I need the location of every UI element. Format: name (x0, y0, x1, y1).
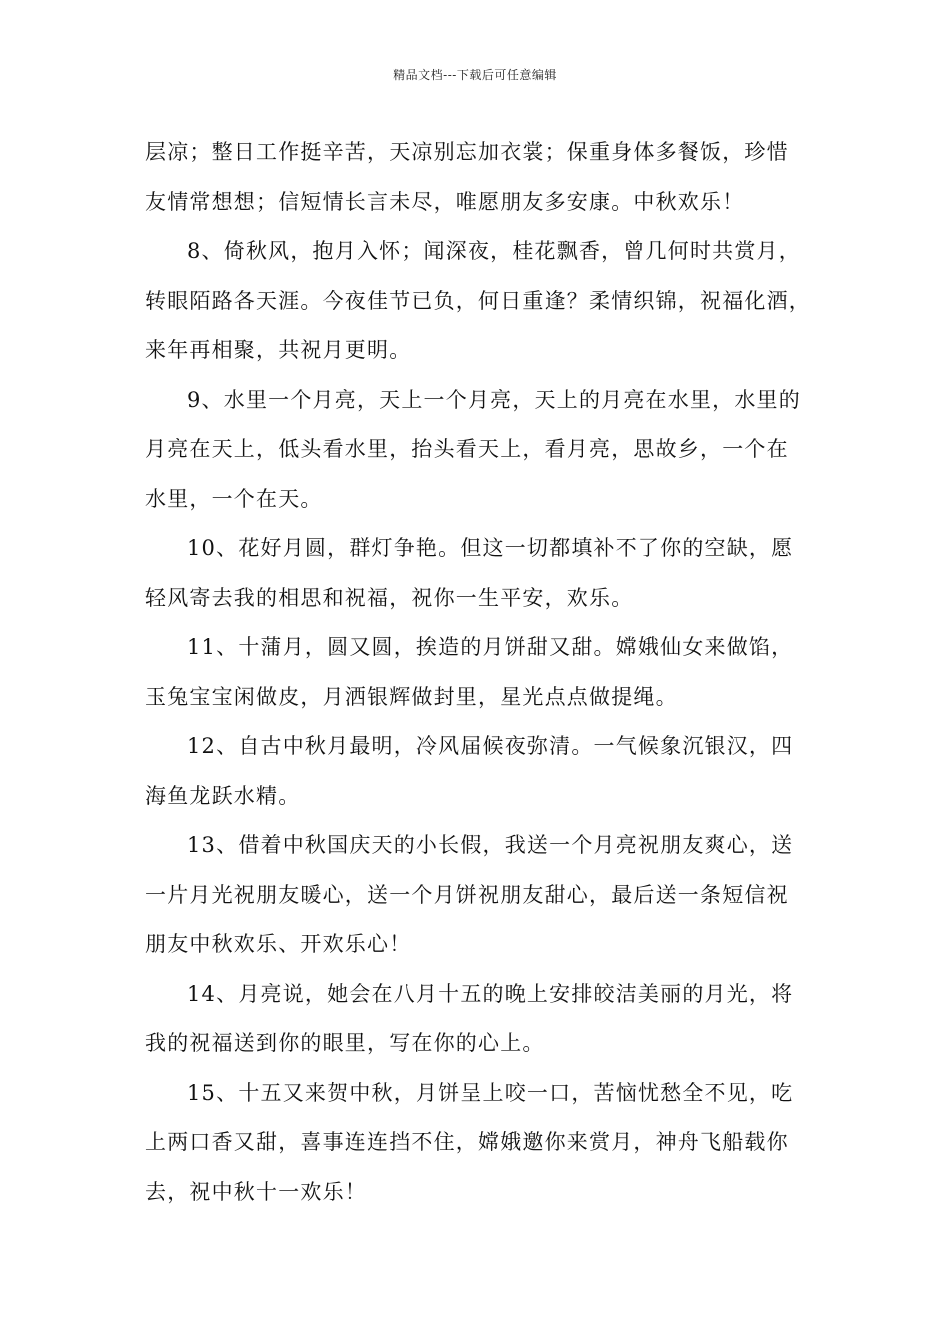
text-line (145, 1168, 821, 1218)
text-line (145, 920, 821, 970)
paragraph (145, 227, 821, 376)
text-line (145, 722, 821, 772)
text-line (145, 128, 821, 178)
text-line (145, 227, 821, 277)
page-header: 精品文档---下载后可任意编辑 (393, 68, 557, 82)
text-line (145, 425, 821, 475)
text-line (145, 1019, 821, 1069)
paragraph (145, 722, 821, 821)
text-line (145, 970, 821, 1020)
line-text: 轻风寄去我的相思和祝福，祝你一生平安，欢乐。 (145, 585, 634, 610)
line-text: 朋友中秋欢乐、开欢乐心！ (145, 932, 412, 956)
paragraph (145, 970, 821, 1069)
line-text: 友情常想想；信短情长言未尽，唯愿朋友多安康。中秋欢乐！ (145, 189, 745, 214)
paragraph (145, 821, 821, 970)
text-line (145, 178, 821, 228)
text-line (145, 1069, 821, 1119)
text-line (145, 524, 821, 574)
line-text: 14、月亮说，她会在八月十五的晚上安排皎洁美丽的月光，将 (187, 981, 794, 1006)
line-text: 玉兔宝宝闲做皮，月洒银辉做封里，星光点点做提绳。 (145, 684, 678, 709)
line-text: 层凉；整日工作挺辛苦，天凉别忘加衣裳；保重身体多餐饭，珍惜 (145, 140, 789, 164)
line-text: 10、花好月圆，群灯争艳。但这一切都填补不了你的空缺，愿 (187, 536, 794, 560)
text-line (145, 821, 821, 871)
line-text: 水里，一个在天。 (145, 486, 323, 511)
line-text: 9、水里一个月亮，天上一个月亮，天上的月亮在水里，水里的 (187, 387, 801, 412)
line-text: 11、十蒲月，圆又圆，挨造的月饼甜又甜。嫦娥仙女来做馅， (187, 635, 794, 659)
text-line (145, 772, 821, 822)
paragraph (145, 128, 821, 227)
paragraph (145, 524, 821, 623)
line-text: 去，祝中秋十一欢乐！ (145, 1179, 367, 1204)
line-text: 海鱼龙跃水精。 (145, 783, 301, 808)
text-line (145, 376, 821, 426)
line-text: 12、自古中秋月最明，冷风届候夜弥清。一气候象沉银汉，四 (187, 734, 794, 758)
text-line (145, 1118, 821, 1168)
paragraph (145, 376, 821, 525)
text-line (145, 623, 821, 673)
line-text: 上两口香又甜，喜事连连挡不住，嫦娥邀你来赏月，神舟飞船载你 (145, 1130, 789, 1154)
line-text: 我的祝福送到你的眼里，写在你的心上。 (145, 1031, 545, 1055)
line-text: 8、倚秋风，抱月入怀；闻深夜，桂花飘香，曾几何时共赏月， (187, 239, 801, 263)
line-text: 来年再相聚，共祝月更明。 (145, 338, 412, 362)
line-text: 一片月光祝朋友暖心，送一个月饼祝朋友甜心，最后送一条短信祝 (145, 882, 789, 907)
text-line (145, 326, 821, 376)
text-line (145, 871, 821, 921)
paragraph (145, 1069, 821, 1218)
text-line (145, 673, 821, 723)
text-line (145, 574, 821, 624)
line-text: 月亮在天上，低头看水里，抬头看天上，看月亮，思故乡，一个在 (145, 437, 789, 461)
text-line (145, 475, 821, 525)
paragraph (145, 623, 821, 722)
document-body (145, 128, 821, 1217)
text-line (145, 277, 821, 327)
line-text: 15、十五又来贺中秋，月饼呈上咬一口，苦恼忧愁全不见，吃 (187, 1080, 794, 1105)
line-text: 13、借着中秋国庆天的小长假，我送一个月亮祝朋友爽心，送 (187, 833, 794, 857)
line-text: 转眼陌路各天涯。今夜佳节已负，何日重逢？柔情织锦，祝福化酒， (145, 288, 811, 313)
